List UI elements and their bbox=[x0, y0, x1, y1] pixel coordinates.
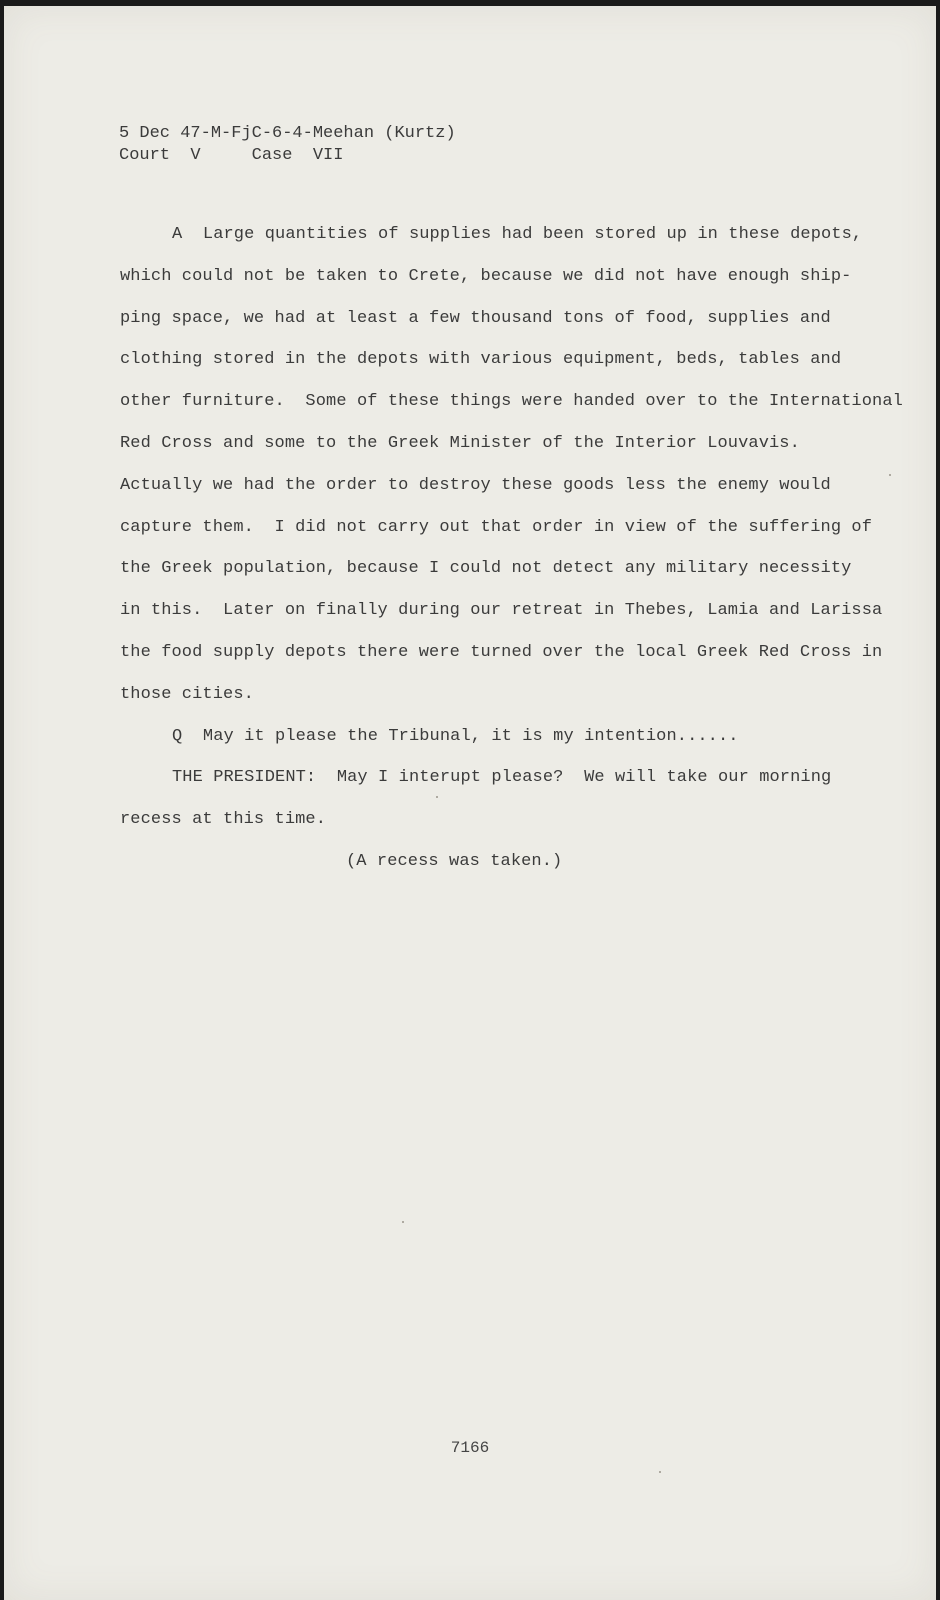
answer-line-2: which could not be taken to Crete, because we did not have enough ship- bbox=[120, 266, 852, 286]
president-line-1: THE PRESIDENT: May I interupt please? We will take our morning bbox=[172, 768, 832, 788]
paper-speck bbox=[659, 1471, 661, 1473]
page-number: 7166 bbox=[450, 1439, 490, 1457]
answer-line-4: clothing stored in the depots with various equipment, beds, tables and bbox=[120, 350, 842, 370]
answer-line-1: A Large quantities of supplies had been stored up in these depots, bbox=[172, 225, 863, 244]
paper-speck bbox=[889, 474, 891, 476]
answer-line-11: the food supply depots there were turned over the local Greek Red Cross in bbox=[120, 642, 883, 662]
document-header bbox=[119, 123, 456, 167]
answer-line-10: in this. Later on finally during our retreat in Thebes, Lamia and Larissa bbox=[120, 601, 883, 621]
header-court-case-line: Court V Case VII bbox=[119, 146, 344, 165]
answer-line-9: the Greek population, because I could not detect any military necessity bbox=[120, 559, 852, 579]
header-session-line: 5 Dec 47-M-FjC-6-4-Meehan (Kurtz) bbox=[119, 124, 456, 143]
answer-line-3: ping space, we had at least a few thousand tons of food, supplies and bbox=[120, 308, 831, 328]
president-line-2: recess at this time. bbox=[120, 810, 327, 830]
paper-speck bbox=[436, 796, 438, 798]
answer-line-12: those cities. bbox=[120, 684, 254, 704]
answer-line-7: Actually we had the order to destroy these goods less the enemy would bbox=[120, 475, 831, 495]
recess-note: (A recess was taken.) bbox=[346, 851, 563, 871]
document-page bbox=[4, 6, 936, 1600]
question-line: Q May it please the Tribunal, it is my intention...... bbox=[172, 726, 739, 746]
paper-speck bbox=[402, 1221, 404, 1223]
answer-line-8: capture them. I did not carry out that order in view of the suffering of bbox=[120, 517, 873, 537]
answer-line-5: other furniture. Some of these things were handed over to the International bbox=[120, 392, 903, 412]
transcript-body bbox=[120, 214, 903, 883]
answer-line-6: Red Cross and some to the Greek Minister of the Interior Louvavis. bbox=[120, 433, 800, 453]
